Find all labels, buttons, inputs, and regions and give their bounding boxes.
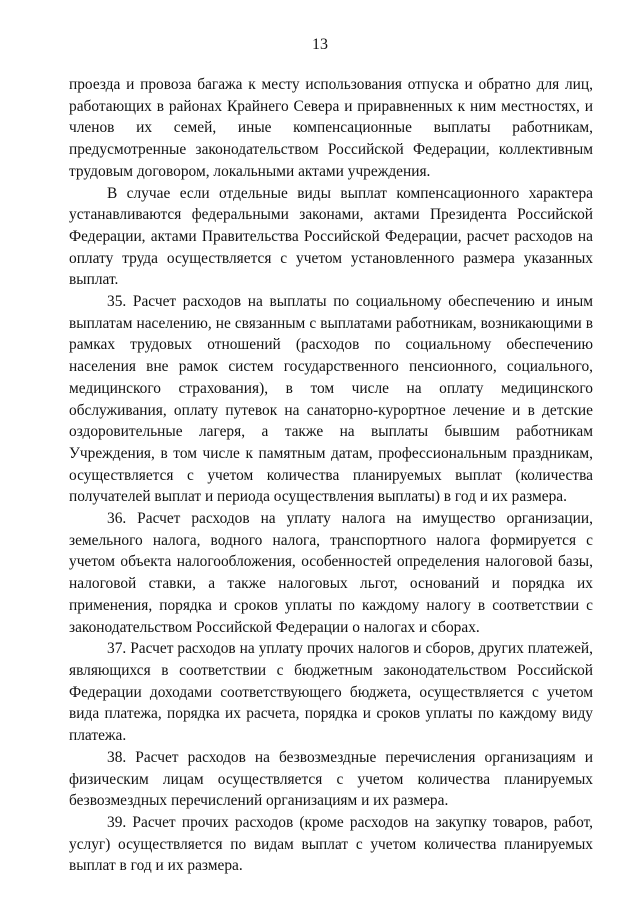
page-number: 13 [312, 36, 328, 53]
paragraph-37-other-taxes: 37. Расчет расходов на уплату прочих налогов и сборов, других платежей, являющихся в соответствии с бюджетным законодательством Российской Федерации доходами соответствующего бюджета, осуществляется с учетом вида платежа, порядка их расчета, порядка и сроков уплаты по каждому виду платежа. [69, 640, 593, 745]
paragraph-39-other-expenses: 39. Расчет прочих расходов (кроме расходов на закупку товаров, работ, услуг) осуществляется по видам выплат с учетом количества планируемых выплат в год и их размера. [69, 813, 593, 875]
paragraph-36-property-tax: 36. Расчет расходов на уплату налога на имущество организации, земельного налога, водного налога, транспортного налога формируется с учетом объекта налогообложения, особенностей определения налоговой базы, налоговой ставки, а также налоговых льгот, оснований и порядка их применения, порядка и сроков уплаты по каждому налогу в соответствии с законодательством Российской Федерации о налогах и сборах. [69, 510, 593, 636]
paragraph-compensation-federal-laws: В случае если отдельные виды выплат компенсационного характера устанавливаются федеральными законами, актами Президента Российской Федерации, актами Правительства Российской Федерации, расчет расходов на оплату труда осуществляется с учетом установленного размера указанных выплат. [69, 184, 593, 289]
paragraph-continued: проезда и провоза багажа к месту использования отпуска и обратно для лиц, работающих в районах Крайнего Севера и приравненных к ним местностях, и членов их семей, иные компенсационные выплаты работникам, предусмотренные законодательством Российской Федерации, коллективным трудовым договором, локальными актами учреждения. [69, 76, 593, 180]
paragraph-38-gratuitous-transfers: 38. Расчет расходов на безвозмездные перечисления организациям и физическим лицам осуществляется с учетом количества планируемых безвозмездных перечислений организациям и их размера. [69, 748, 593, 810]
document-body [69, 74, 593, 877]
paragraph-35-social-payments: 35. Расчет расходов на выплаты по социальному обеспечению и иным выплатам населению, не связанным с выплатами работникам, возникающими в рамках трудовых отношений (расходов по социальному обеспечению населения вне рамок систем государственного пенсионного, социального, медицинского страхования), в том числе на оплату медицинского обслуживания, оплату путевок на санаторно-курортное лечение и в детские оздоровительные лагеря, а также на выплаты бывшим работникам Учреждения, в том числе к памятным датам, профессиональным праздникам, осуществляется с учетом количества планируемых выплат (количества получателей выплат и периода осуществления выплаты) в год и их размера. [69, 293, 593, 506]
